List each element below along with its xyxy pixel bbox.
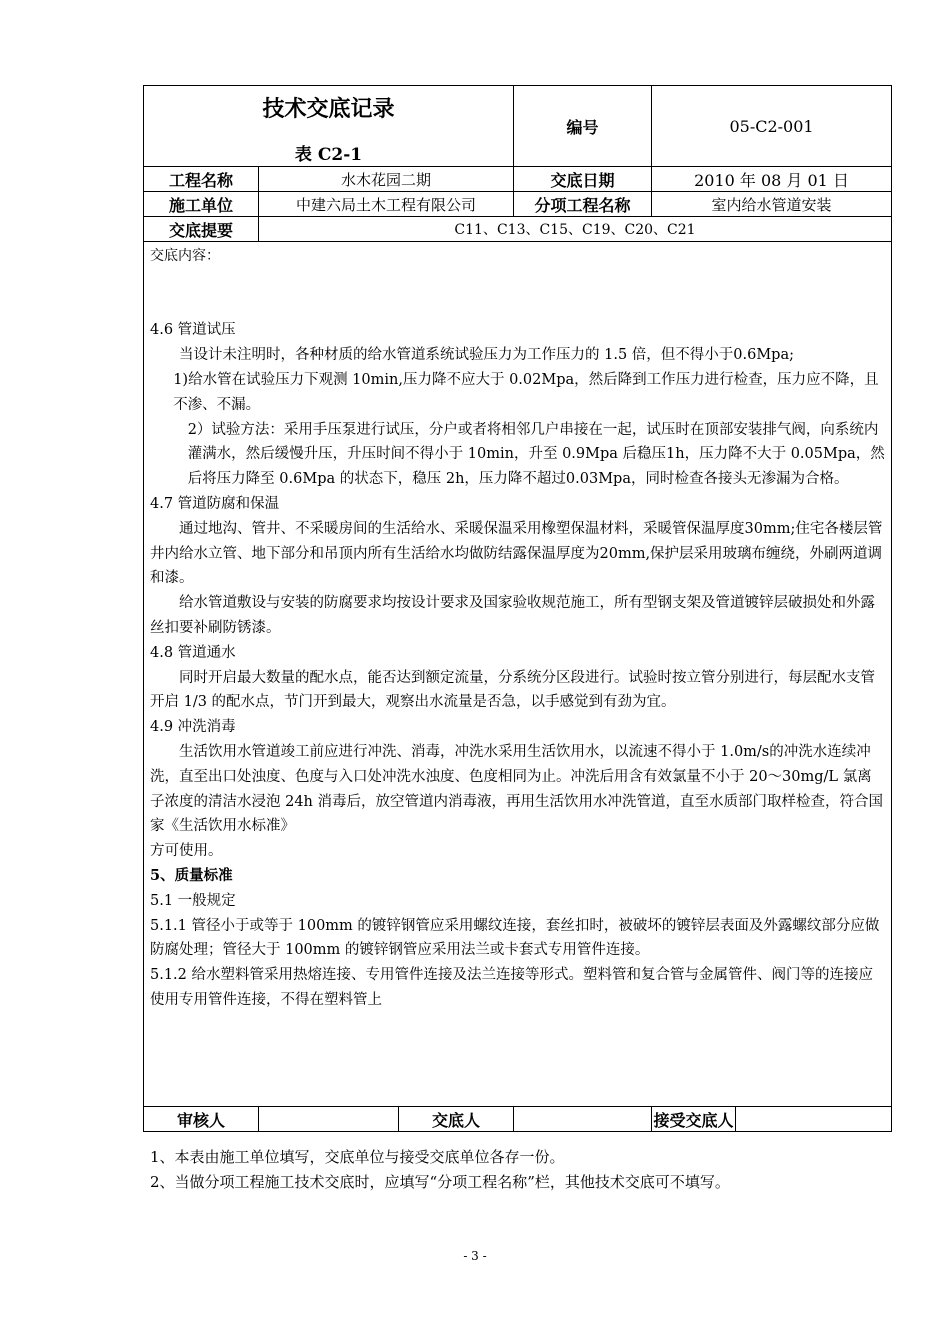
footnote-1: 1、本表由施工单位填写，交底单位与接受交底单位各存一份。	[150, 1148, 565, 1166]
reviewer-value	[259, 1107, 399, 1132]
date-label: 交底日期	[514, 167, 652, 192]
section-heading-5-1: 5.1 一般规定	[150, 892, 236, 909]
content-paragraph: 2）试验方法：采用手压泵进行试压，分户或者将相邻几户串接在一起，试压时在顶部安装排气阀，向系统内灌满水，然后缓慢升压，升压时间不得小于 10min，升至 0.9Mpa 后稳压1h，压力降不大于 0.05Mpa，然后将压力降至 0.6Mpa 的状态下，稳压 2h，压力降不超过0.03Mpa，同时检查各接头无渗漏为合格。	[187, 421, 885, 488]
disclosure-record-table	[143, 85, 892, 1132]
number-label: 编号	[514, 86, 652, 167]
disclosure-content-cell	[144, 242, 892, 1107]
content-label: 交底内容：	[150, 248, 220, 264]
content-paragraph: 5.1.1 管径小于或等于 100mm 的镀锌钢管应采用螺纹连接，套丝扣时，被破坏的镀锌层表面及外露螺纹部分应做防腐处理；管径大于 100mm 的镀锌钢管应采用法兰或卡套式专用管件连接。	[150, 917, 880, 959]
form-header	[144, 86, 514, 167]
section-heading-5: 5、质量标准	[150, 866, 233, 884]
content-paragraph: 给水管道敷设与安装的防腐要求均按设计要求及国家验收规范施工，所有型钢支架及管道镀锌层破损处和外露丝扣要补刷防锈漆。	[150, 595, 875, 636]
receiver-label: 接受交底人	[652, 1107, 736, 1132]
form-title: 技术交底记录	[262, 97, 395, 122]
content-paragraph: 方可使用。	[150, 843, 223, 860]
form-code: 表 C2-1	[294, 145, 363, 165]
section-heading-4-8: 4.8 管道通水	[150, 644, 236, 661]
presenter-value	[514, 1107, 652, 1132]
content-blank-line	[150, 294, 885, 319]
number-value: 05-C2-001	[652, 86, 892, 167]
footnote-2: 2、当做分项工程施工技术交底时，应填写“分项工程名称”栏，其他技术交底可不填写。	[150, 1173, 730, 1191]
date-value: 2010 年 08 月 01 日	[652, 167, 892, 192]
project-name-label: 工程名称	[144, 167, 259, 192]
content-paragraph: 生活饮用水管道竣工前应进行冲洗、消毒，冲洗水采用生活饮用水，以流速不得小于 1.0m/s的冲洗水连续冲洗，直至出口处浊度、色度与入口处冲洗水浊度、色度相同为止。冲洗后用含有效氯量不小于 20～30mg/L 氯离子浓度的清洁水浸泡 24h 消毒后，放空管道内消毒液，再用生活饮用水冲洗管道，直至水质部门取样检查，符合国家《生活饮用水标准》	[150, 743, 884, 835]
section-heading-4-6: 4.6 管道试压	[150, 322, 236, 339]
project-name-value: 水木花园二期	[259, 167, 514, 192]
reviewer-label: 审核人	[144, 1107, 259, 1132]
subproject-label: 分项工程名称	[514, 192, 652, 217]
contractor-label: 施工单位	[144, 192, 259, 217]
content-paragraph: 5.1.2 给水塑料管采用热熔连接、专用管件连接及法兰连接等形式。塑料管和复合管与金属管件、阀门等的连接应使用专用管件连接，不得在塑料管上	[150, 967, 873, 1008]
summary-label: 交底提要	[144, 217, 259, 242]
presenter-label: 交底人	[399, 1107, 514, 1132]
content-paragraph: 同时开启最大数量的配水点，能否达到额定流量，分系统分区段进行。试验时按立管分别进行，每层配水支管开启 1/3 的配水点，节门开到最大，观察出水流量是否急，以手感觉到有劲为宜。	[150, 669, 875, 711]
receiver-value	[736, 1107, 892, 1132]
contractor-value: 中建六局土木工程有限公司	[259, 192, 514, 217]
content-paragraph: 通过地沟、管井、不采暖房间的生活给水、采暖保温采用橡塑保温材料，采暖管保温厚度30mm;住宅各楼层管井内给水立管、地下部分和吊顶内所有生活给水均做防结露保温厚度为20mm,保护层采用玻璃布缠绕，外刷两道调和漆。	[150, 520, 883, 587]
summary-value: C11、C13、C15、C19、C20、C21	[259, 217, 892, 242]
content-blank-line	[150, 269, 885, 294]
subproject-value: 室内给水管道安装	[652, 192, 892, 217]
section-heading-4-7: 4.7 管道防腐和保温	[150, 495, 280, 512]
content-paragraph: 当设计未注明时，各种材质的给水管道系统试验压力为工作压力的 1.5 倍，但不得小于0.6Mpa;	[179, 347, 794, 364]
content-paragraph	[150, 368, 885, 418]
section-heading-4-9: 4.9 冲洗消毒	[150, 719, 236, 736]
content-paragraph-text: 1)给水管在试验压力下观测 10min,压力降不应大于 0.02Mpa，然后降到工作压力进行检查，压力应不降，且不渗、不漏。	[173, 371, 879, 413]
disclosure-content	[144, 242, 891, 1013]
page-number: - 3 -	[463, 1249, 487, 1263]
